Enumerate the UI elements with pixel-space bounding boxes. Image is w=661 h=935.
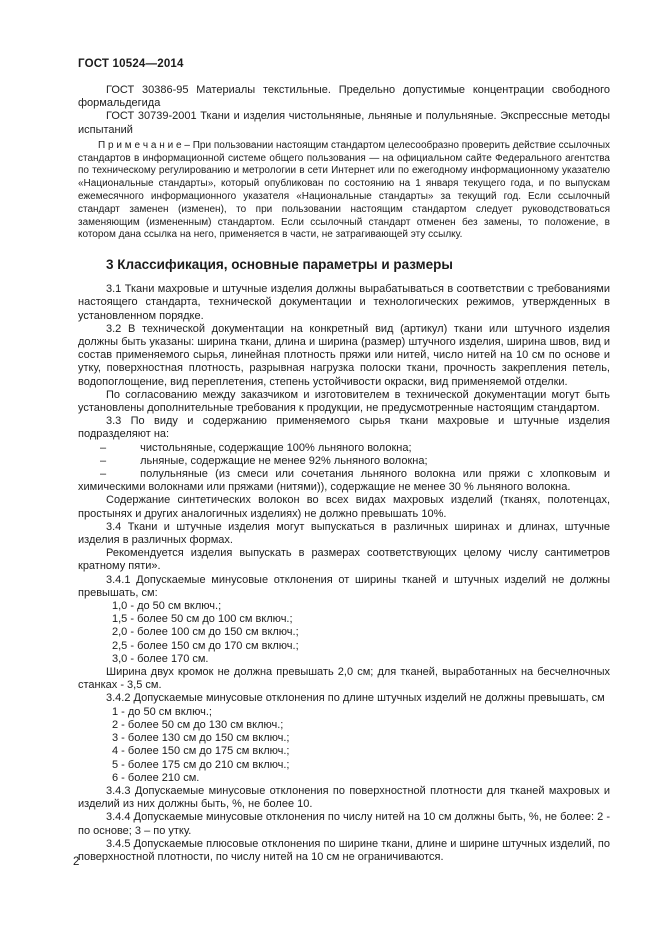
reference-paragraph-2: ГОСТ 30739-2001 Ткани и изделия чистольняные, льняные и полульняные. Экспрессные методы испытаний: [78, 110, 610, 136]
fiber-type-item-3: [78, 468, 610, 494]
paragraph-3-4-2: 3.4.2 Допускаемые минусовые отклонения по длине штучных изделий не должны превышать, см: [106, 692, 605, 705]
note-label: П р и м е ч а н и е: [98, 139, 182, 151]
length-deviation-item-1: 1 - до 50 см включ.;: [112, 705, 212, 718]
dash-bullet: –: [100, 454, 107, 467]
note-block: [78, 140, 610, 242]
length-deviation-item-2: 2 - более 50 см до 130 см включ.;: [112, 718, 284, 731]
paragraph-3-4: 3.4 Ткани и штучные изделия могут выпускаться в различных ширинах и длинах, штучные изделия в различных формах.: [78, 520, 610, 547]
paragraph-3-2: 3.2 В технической документации на конкретный вид (артикул) ткани или штучного изделия должны быть указаны: ширина ткани, длина и ширина (размер) штучного изделия, ширина швов, вид и состав применяемого сырья, линейная плотность пряжи или нитей, число нитей на 10 см по основе и утку, поверхностная плотность, разрывная нагрузка полоски ткани, прочность закрепления петель, водопоглощение, вид переплетения, степень устойчивости окраски, вид применяемой отделки.: [78, 322, 610, 388]
section-heading: 3 Классификация, основные параметры и размеры: [106, 257, 453, 273]
fiber-type-item-2: [78, 455, 610, 468]
paragraph-3-2-addendum: По согласованию между заказчиком и изготовителем в технической документации могут быть установлены дополнительные требования к продукции, не предусмотренные настоящим стандартом.: [78, 388, 610, 415]
fiber-type-text: полульняные (из смеси или сочетания льняного волокна или пряжи с хлопковым и химическими волокнами или пряжами (нитями)), содержащие не менее 30 % льняного волокна.: [78, 468, 610, 494]
paragraph-3-4-4: 3.4.4 Допускаемые минусовые отклонения по числу нитей на 10 см должны быть, %, не более: 2 - по основе; 3 – по утку.: [78, 811, 610, 837]
length-deviation-item-4: 4 - более 150 см до 175 см включ.;: [112, 745, 290, 758]
length-deviation-item-3: 3 - более 130 см до 150 см включ.;: [112, 732, 290, 745]
fiber-type-text: льняные, содержащие не менее 92% льняного волокна;: [140, 454, 428, 467]
paragraph-3-4-1: 3.4.1 Допускаемые минусовые отклонения от ширины тканей и штучных изделий не должны превышать, см:: [78, 573, 610, 599]
paragraph-selvage-width: Ширина двух кромок не должна превышать 2,0 см; для тканей, выработанных на бесчелночных станках - 3,5 см.: [78, 666, 610, 692]
fiber-type-item-1: [78, 442, 610, 455]
width-deviation-item-3: 2,0 - более 100 см до 150 см включ.;: [112, 626, 299, 639]
paragraph-3-4-3: 3.4.3 Допускаемые минусовые отклонения по поверхностной плотности для тканей махровых и изделий из них должны быть, %, не более 10.: [78, 784, 610, 811]
width-deviation-item-2: 1,5 - более 50 см до 100 см включ.;: [112, 613, 293, 626]
dash-bullet: –: [100, 468, 107, 481]
length-deviation-item-5: 5 - более 175 см до 210 см включ.;: [112, 758, 290, 771]
length-deviation-item-6: 6 - более 210 см.: [112, 771, 200, 784]
reference-paragraph-1: ГОСТ 30386-95 Материалы текстильные. Предельно допустимые концентрации свободного формальдегида: [78, 84, 610, 110]
doc-code: ГОСТ 10524—2014: [78, 58, 184, 70]
paragraph-3-4-recommendation: Рекомендуется изделия выпускать в размерах соответствующих целому числу сантиметров кратному пяти».: [78, 547, 610, 573]
page-content: [78, 58, 610, 864]
width-deviation-item-5: 3,0 - более 170 см.: [112, 652, 209, 665]
note-text: – При пользовании настоящим стандартом целесообразно проверить действие ссылочных стандартов в информационной системе общего пользования — на официальном сайте Федерального агентства по техническому регулированию и метрологии в сети Интернет или по ежегодному информационному указателю «Национальные стандарты», который опубликован по состоянию на 1 января текущего года, и по выпускам ежемесячного информационного указателя «Национальные стандарты» за текущий год. Если ссылочный стандарт заменен (изменен), то при пользовании настоящим стандартом следует руководствоваться заменяющим (измененным) стандартом. Если ссылочный стандарт отменен без замены, то положение, в котором дана ссылка на него, применяется в части, не затрагивающей эту ссылку.: [78, 139, 611, 241]
paragraph-3-1: 3.1 Ткани махровые и штучные изделия должны вырабатываться в соответствии с требованиями настоящего стандарта, технической документации и технологических режимов, утвержденных в установленном порядке.: [78, 283, 610, 322]
paragraph-3-4-5: 3.4.5 Допускаемые плюсовые отклонения по ширине ткани, длине и ширине штучных изделий, по поверхностной плотности, по числу нитей на 10 см не ограничиваются.: [78, 837, 610, 863]
paragraph-3-3-addendum: Содержание синтетических волокон во всех видах махровых изделий (тканях, полотенцах, простынях и других аналогичных изделиях) не должно превышать 10%.: [78, 494, 610, 520]
paragraph-3-3: 3.3 По виду и содержанию применяемого сырья ткани махровые и штучные изделия подразделяют на:: [78, 415, 610, 441]
dash-bullet: –: [100, 441, 107, 454]
width-deviation-item-1: 1,0 - до 50 см включ.;: [112, 600, 222, 613]
width-deviation-item-4: 2,5 - более 150 см до 170 см включ.;: [112, 639, 299, 652]
fiber-type-text: чистольняные, содержащие 100% льняного волокна;: [140, 441, 412, 454]
page-number: 2: [73, 856, 80, 868]
